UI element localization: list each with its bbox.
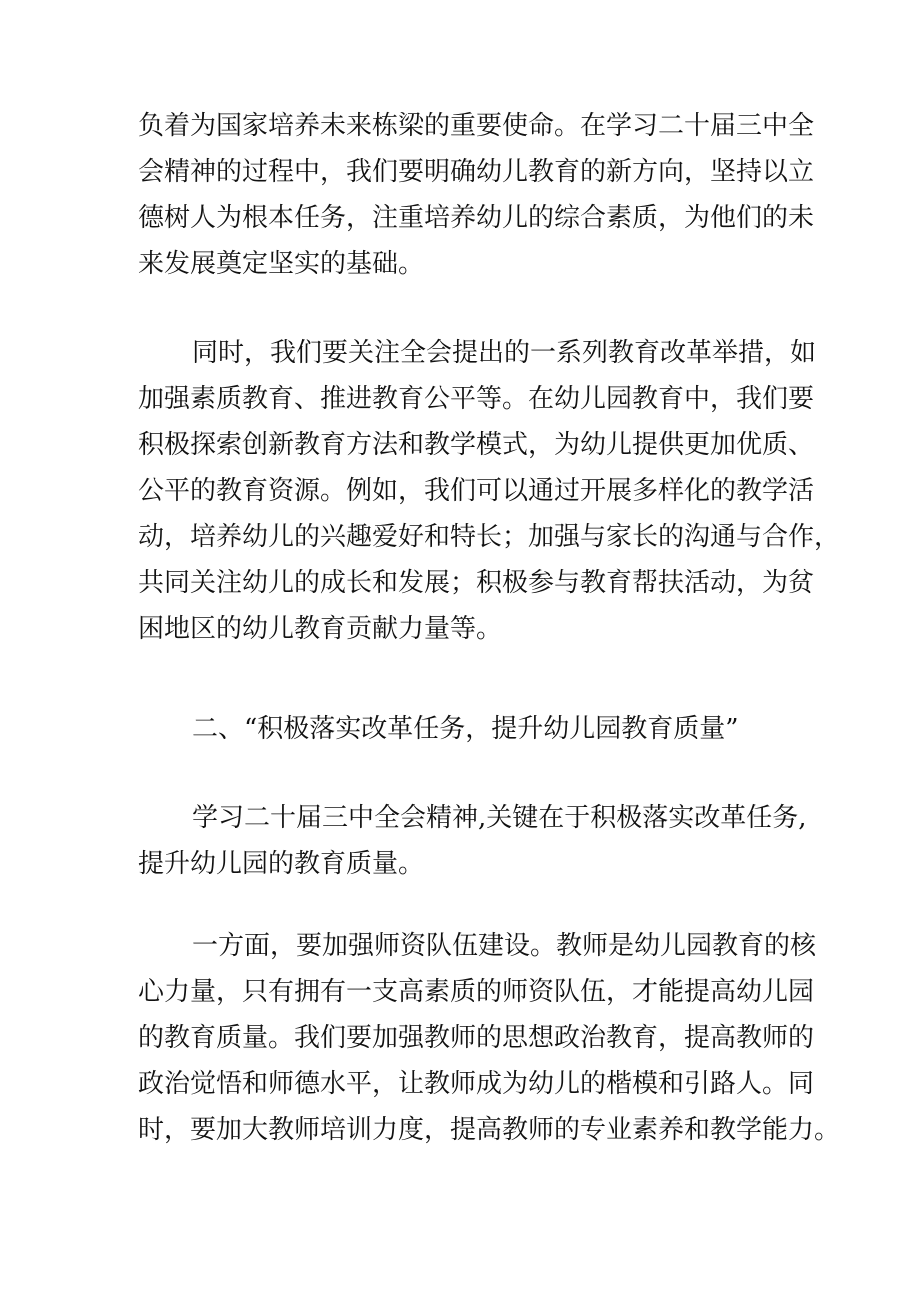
text-line: 负着为国家培养未来栋梁的重要使命。在学习二十届三中全 — [138, 111, 815, 141]
text-line: 来发展奠定坚实的基础。 — [138, 249, 425, 279]
text-line: 动，培养幼儿的兴趣爱好和特长；加强与家长的沟通与合作， — [138, 522, 841, 552]
text-line: 会精神的过程中，我们要明确幼儿教育的新方向，坚持以立 — [138, 157, 815, 187]
heading-line: 二、“积极落实改革任务，提升幼儿园教育质量” — [192, 714, 739, 744]
text-line: 心力量，只有拥有一支高素质的师资队伍，才能提高幼儿园 — [138, 977, 815, 1007]
text-line: 共同关注幼儿的成长和发展；积极参与教育帮扶活动，为贫 — [138, 568, 815, 598]
text-line: 的教育质量。我们要加强教师的思想政治教育，提高教师的 — [138, 1023, 815, 1053]
text-line: 积极探索创新教育方法和教学模式，为幼儿提供更加优质、 — [138, 430, 815, 460]
text-line: 一方面，要加强师资队伍建设。教师是幼儿园教育的核 — [192, 931, 817, 961]
text-line: 加强素质教育、推进教育公平等。在幼儿园教育中，我们要 — [138, 384, 815, 414]
paragraph-key-point — [138, 795, 807, 887]
text-line: 公平的教育资源。例如，我们可以通过开展多样化的教学活 — [138, 476, 815, 506]
text-line: 学习二十届三中全会精神,关键在于积极落实改革任务, — [192, 803, 807, 833]
paragraph-teacher-team — [138, 923, 841, 1153]
section-heading — [138, 706, 788, 752]
text-line: 政治觉悟和师德水平，让教师成为幼儿的楷模和引路人。同 — [138, 1069, 815, 1099]
paragraph-mission — [138, 103, 815, 287]
text-line: 同时，我们要关注全会提出的一系列教育改革举措，如 — [192, 338, 817, 368]
text-line: 时，要加大教师培训力度，提高教师的专业素养和教学能力。 — [138, 1115, 841, 1145]
text-line: 困地区的幼儿教育贡献力量等。 — [138, 614, 503, 644]
text-line: 德树人为根本任务，注重培养幼儿的综合素质，为他们的未 — [138, 203, 815, 233]
paragraph-reform-measures — [138, 330, 841, 652]
text-line: 提升幼儿园的教育质量。 — [138, 849, 425, 879]
